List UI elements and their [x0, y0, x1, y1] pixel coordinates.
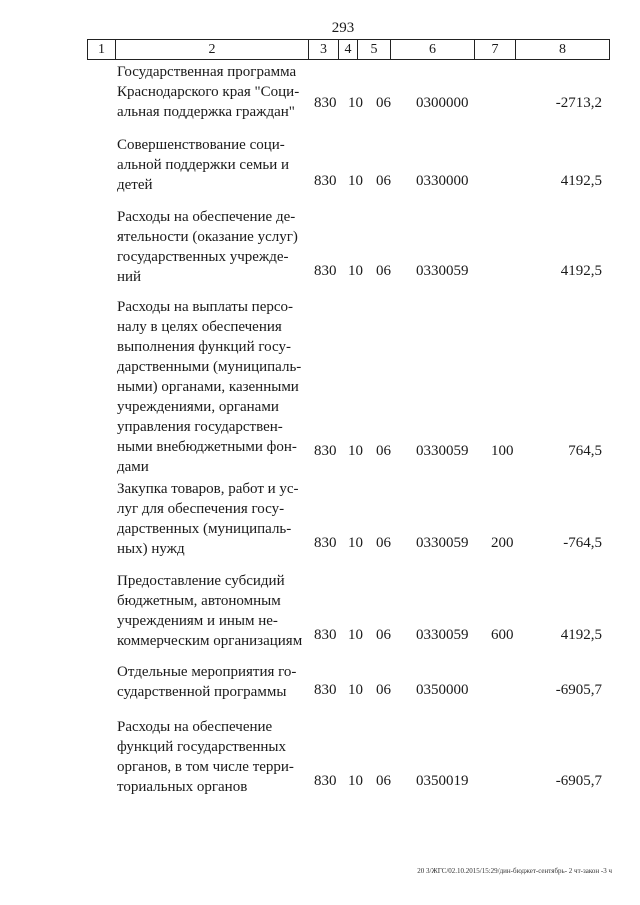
row-code-6: 0330059 [416, 535, 469, 551]
row-amount: -6905,7 [555, 682, 602, 698]
row-description: Расходы на обеспечение де- ятельности (оказание услуг) государственных учрежде- ний [117, 209, 298, 285]
table-header [87, 39, 610, 60]
row-description: Совершенствование соци- альной поддержки семьи и детей [117, 137, 290, 193]
row-code-3: 830 [314, 627, 337, 643]
column-header-1: 1 [88, 40, 116, 60]
row-description: Отдельные мероприятия го- сударственной программы [117, 664, 297, 700]
row-code-6: 0330059 [416, 263, 469, 279]
row-code-5: 06 [376, 627, 391, 643]
row-code-6: 0330059 [416, 627, 469, 643]
page-number: 293 [331, 20, 355, 36]
row-amount: -2713,2 [555, 95, 602, 111]
row-code-4: 10 [348, 535, 363, 551]
column-header-3: 3 [309, 40, 339, 60]
row-amount: 4192,5 [560, 627, 602, 643]
row-code-3: 830 [314, 173, 337, 189]
column-header-2: 2 [116, 40, 309, 60]
row-code-4: 10 [348, 773, 363, 789]
row-amount: 4192,5 [560, 173, 602, 189]
row-code-4: 10 [348, 443, 363, 459]
row-code-5: 06 [376, 443, 391, 459]
row-code-6: 0350019 [416, 773, 469, 789]
row-code-4: 10 [348, 95, 363, 111]
row-code-3: 830 [314, 773, 337, 789]
row-code-4: 10 [348, 173, 363, 189]
row-code-5: 06 [376, 263, 391, 279]
row-code-4: 10 [348, 627, 363, 643]
row-code-5: 06 [376, 773, 391, 789]
row-description: Расходы на обеспечение функций государственных органов, в том числе терри- ториальных органов [117, 719, 294, 795]
row-code-5: 06 [376, 682, 391, 698]
row-description: Государственная программа Краснодарского края "Соци- альная поддержка граждан" [117, 64, 300, 120]
row-amount: 764,5 [568, 443, 602, 459]
row-code-4: 10 [348, 263, 363, 279]
row-code-4: 10 [348, 682, 363, 698]
row-code-6: 0350000 [416, 682, 469, 698]
row-code-5: 06 [376, 535, 391, 551]
row-code-6: 0330000 [416, 173, 469, 189]
row-code-3: 830 [314, 263, 337, 279]
column-header-5: 5 [358, 40, 391, 60]
row-description: Предоставление субсидий бюджетным, автономным учреждениям и иным не- коммерческим организациям [117, 573, 303, 649]
column-header-8: 8 [516, 40, 610, 60]
column-header-6: 6 [391, 40, 475, 60]
document-footer: 20 3/ЖГС/02.10.2015/15:29/дин-бюджет-сентябрь- 2 чт-закон -3 ч [417, 867, 612, 875]
row-description: Расходы на выплаты персо- налу в целях обеспечения выполнения функций госу- дарственными (муниципаль- ными) органами, казенными учреждениями, органами управления государствен- ными внебюджетными фон- дами [117, 299, 302, 475]
row-description: Закупка товаров, работ и ус- луг для обеспечения госу- дарственных (муниципаль- ных) нужд [117, 481, 299, 557]
column-header-7: 7 [475, 40, 516, 60]
row-code-7: 100 [491, 443, 514, 459]
row-code-6: 0300000 [416, 95, 469, 111]
row-code-3: 830 [314, 95, 337, 111]
row-code-6: 0330059 [416, 443, 469, 459]
row-code-3: 830 [314, 682, 337, 698]
row-code-3: 830 [314, 443, 337, 459]
column-header-4: 4 [339, 40, 358, 60]
row-code-3: 830 [314, 535, 337, 551]
row-amount: -6905,7 [555, 773, 602, 789]
row-amount: -764,5 [563, 535, 602, 551]
row-code-7: 200 [491, 535, 514, 551]
row-code-5: 06 [376, 95, 391, 111]
row-code-5: 06 [376, 173, 391, 189]
row-amount: 4192,5 [560, 263, 602, 279]
row-code-7: 600 [491, 627, 514, 643]
